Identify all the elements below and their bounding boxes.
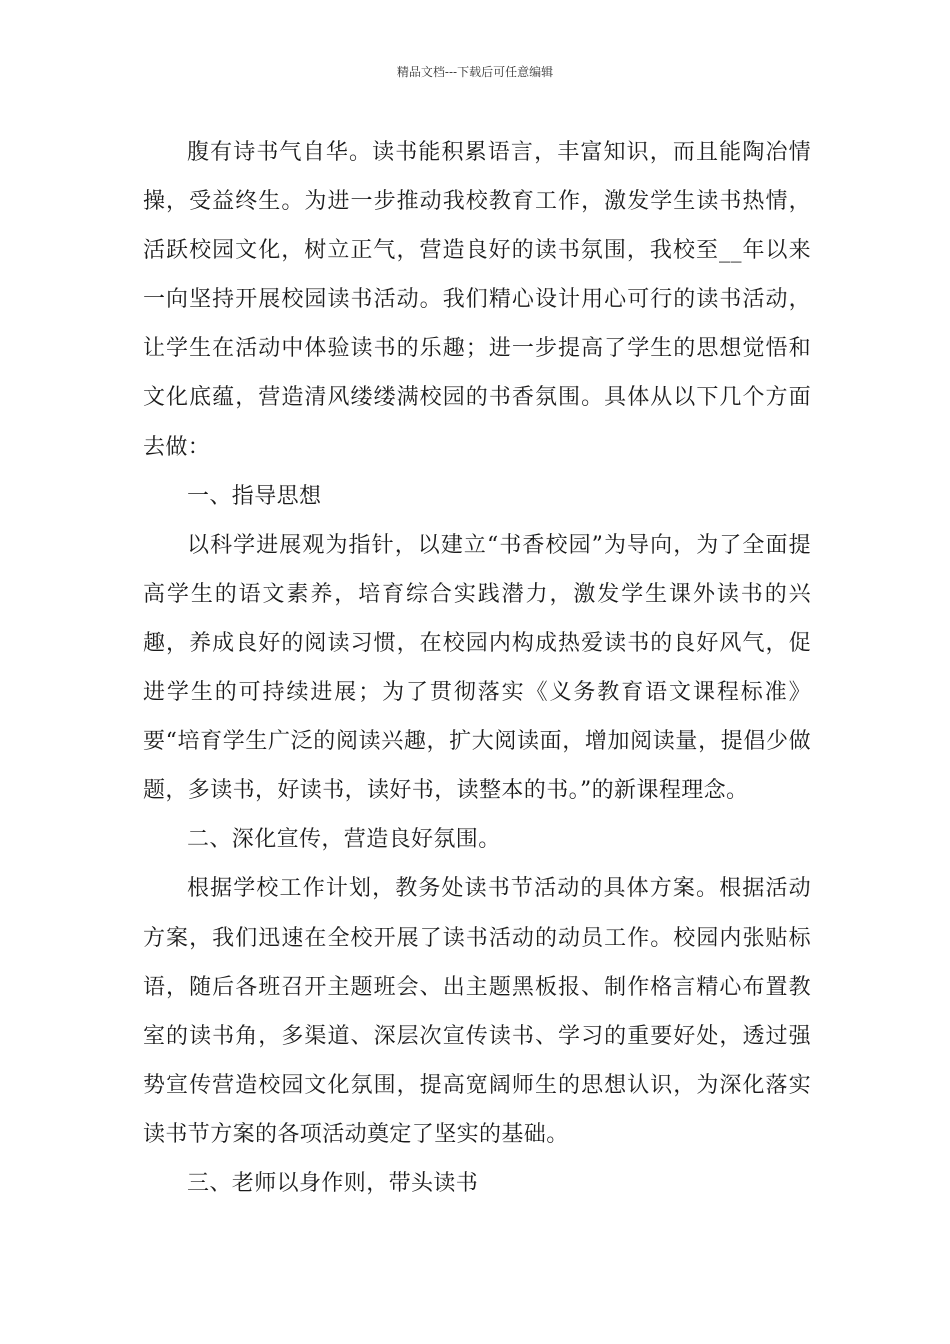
section-heading-publicity: 二、深化宣传，营造良好氛围。 <box>187 827 501 853</box>
intro-paragraph: 腹有诗书气自华。读书能积累语言，丰富知识，而且能陶冶情操，受益终生。为进一步推动我校教育工作，激发学生读书热情，活跃校园文化，树立正气，营造良好的读书氛围，我校至__年以来一向坚持开展校园读书活动。我们精心设计用心可行的读书活动，让学生在活动中体验读书的乐趣；进一步提高了学生的思想觉悟和文化底蕴，营造清风缕缕满校园的书香氛围。具体从以下几个方面去做： <box>143 140 811 460</box>
section-heading-guiding-thought: 一、指导思想 <box>187 483 322 509</box>
guiding-thought-paragraph: 以科学进展观为指针，以建立“书香校园”为导向，为了全面提高学生的语文素养，培育综合实践潜力，激发学生课外读书的兴趣，养成良好的阅读习惯，在校园内构成热爱读书的良好风气，促进学生的可持续进展；为了贯彻落实《义务教育语文课程标准》要“培育学生广泛的阅读兴趣，扩大阅读面，增加阅读量，提倡少做题，多读书，好读书，读好书，读整本的书。”的新课程理念。 <box>143 532 811 804</box>
publicity-paragraph: 根据学校工作计划，教务处读书节活动的具体方案。根据活动方案，我们迅速在全校开展了读书活动的动员工作。校园内张贴标语，随后各班召开主题班会、出主题黑板报、制作格言精心布置教室的读书角，多渠道、深层次宣传读书、学习的重要好处，透过强势宣传营造校园文化氛围，提高宽阔师生的思想认识，为深化落实读书节方案的各项活动奠定了坚实的基础。 <box>143 876 811 1147</box>
page-header: 精品文档---下载后可任意编辑 <box>396 65 554 79</box>
section-heading-teachers-lead: 三、老师以身作则，带头读书 <box>187 1170 479 1196</box>
document-body <box>143 128 811 1208</box>
